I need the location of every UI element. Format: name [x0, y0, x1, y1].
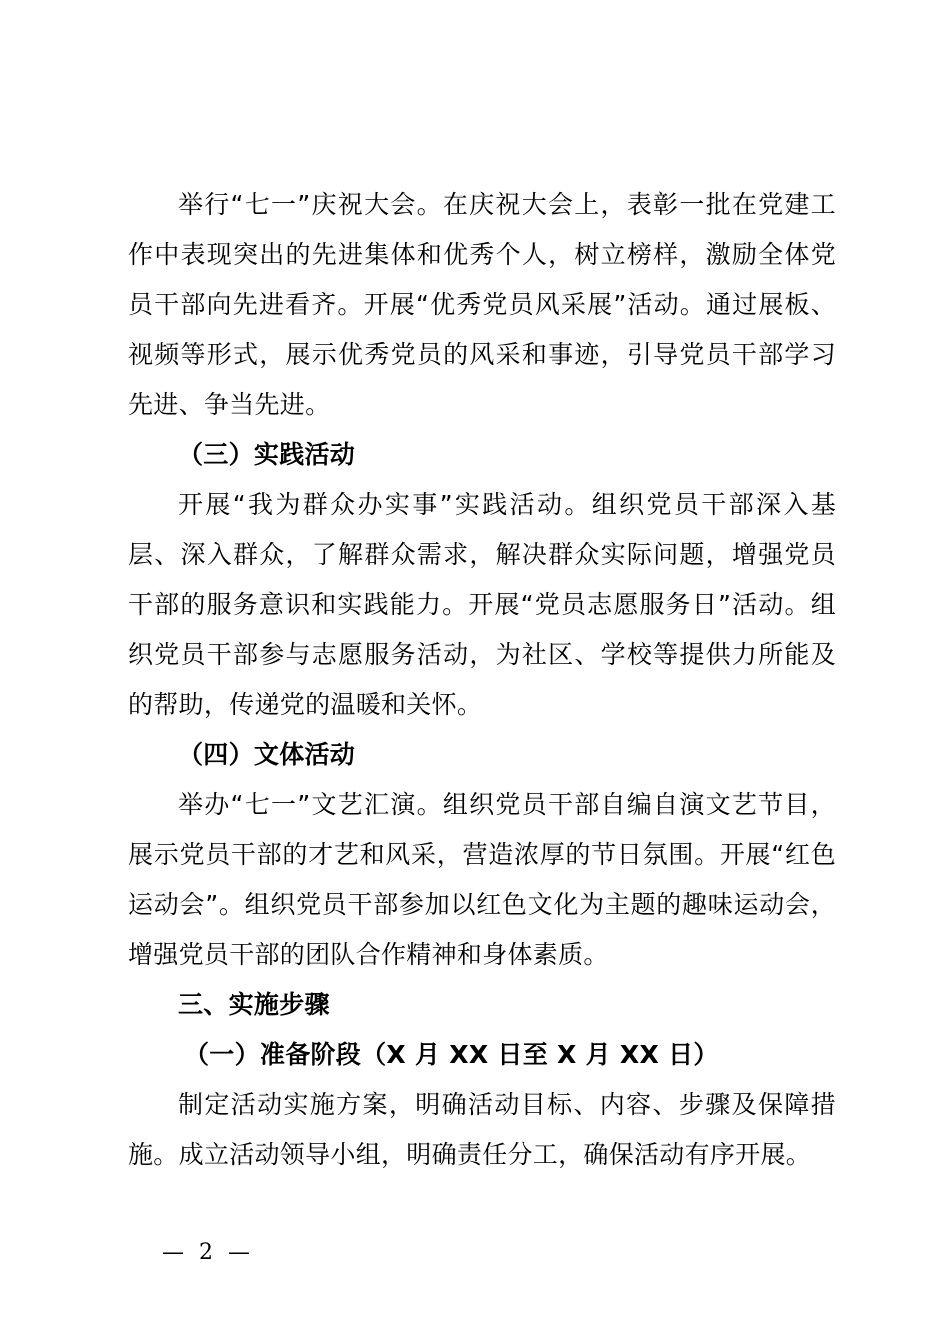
heading-implementation-steps: 三、实施步骤: [178, 990, 330, 1019]
paragraph-practice: 开展“我为群众办实事”实践活动。组织党员干部深入基层、深入群众，了解群众需求，解决群众实际问题，增强党员干部的服务意识和实践能力。开展“党员志愿服务日”活动。组织党员干部参与志愿服务活动，为社区、学校等提供力所能及的帮助，传递党的温暖和关怀。: [128, 490, 836, 719]
heading-culture-sports-activities: （四）文体活动: [178, 740, 356, 769]
paragraph-celebration: 举行“七一”庆祝大会。在庆祝大会上，表彰一批在党建工作中表现突出的先进集体和优秀个人，树立榜样，激励全体党员干部向先进看齐。开展“优秀党员风采展”活动。通过展板、视频等形式，展示优秀党员的风采和事迹，引导党员干部学习先进、争当先进。: [128, 190, 836, 419]
document-body: [128, 180, 836, 1180]
page-number: — 2 —: [162, 1240, 254, 1265]
heading-preparation-stage: （一）准备阶段（X 月 XX 日至 X 月 XX 日）: [184, 1040, 719, 1069]
paragraph-preparation: 制定活动实施方案，明确活动目标、内容、步骤及保障措施。成立活动领导小组，明确责任分工，确保活动有序开展。: [128, 1090, 836, 1169]
paragraph-culture: 举办“七一”文艺汇演。组织党员干部自编自演文艺节目，展示党员干部的才艺和风采，营造浓厚的节日氛围。开展“红色运动会”。组织党员干部参加以红色文化为主题的趣味运动会，增强党员干部的团队合作精神和身体素质。: [128, 790, 836, 969]
heading-practice-activities: （三）实践活动: [178, 440, 356, 469]
